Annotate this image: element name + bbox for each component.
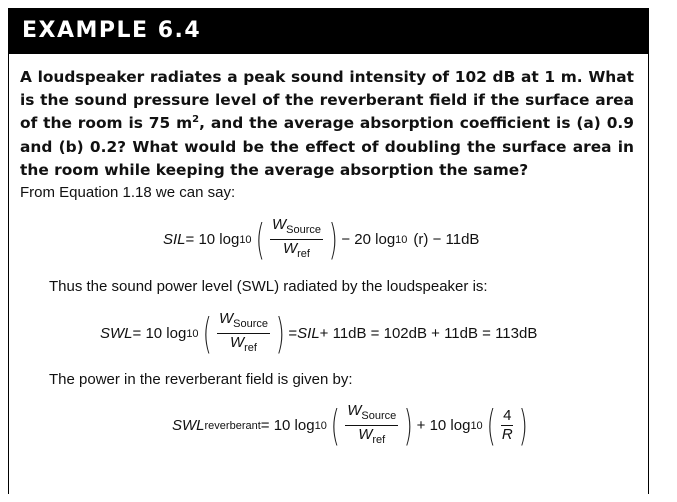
eq1-rest2: (r) − 11dB — [413, 231, 480, 248]
problem-superscript: 2 — [192, 114, 200, 126]
eq1-lhs: SIL — [163, 231, 186, 248]
eq3-num2: 4 — [503, 407, 512, 424]
eq2-eq: = 10 log — [132, 325, 187, 342]
example-header — [8, 8, 649, 54]
swl-intro-text: Thus the sound power level (SWL) radiated by the loudspeaker is: — [49, 278, 488, 295]
eq3-den: W — [358, 426, 373, 443]
eq2-log-sub: 10 — [186, 327, 199, 340]
eq2-rest-a: = — [288, 325, 298, 342]
eq2-rest-b: SIL — [297, 325, 320, 342]
eq3-den2: R — [501, 426, 513, 443]
eq3-log-sub: 10 — [314, 419, 327, 432]
eq2-num: W — [218, 310, 234, 327]
eq3-den-sub: ref — [372, 434, 386, 446]
eq2-den-sub: ref — [244, 342, 257, 354]
eq2-num-sub: Source — [233, 318, 268, 330]
eq2-den: W — [229, 334, 245, 351]
eq3-num: W — [347, 402, 362, 419]
eq1-eq: = 10 log — [185, 231, 240, 248]
eq3-left-paren-2: ( — [486, 400, 496, 450]
problem-statement — [20, 66, 634, 182]
equation-swl — [100, 308, 538, 358]
example-title: EXAMPLE 6.4 — [22, 18, 202, 43]
eq3-right-paren: ) — [403, 400, 413, 450]
eq1-num-sub: Source — [286, 224, 321, 236]
eq3-fraction — [345, 403, 398, 448]
eq3-left-paren: ( — [330, 400, 340, 450]
eq2-right-paren: ) — [275, 308, 285, 358]
eq1-rest1: − 20 log — [341, 231, 396, 248]
eq1-num: W — [271, 216, 287, 233]
eq3-eq: = 10 log — [260, 417, 315, 434]
eq1-log-sub: 10 — [239, 233, 252, 246]
problem-text-2: , and the average absorption coefficient is (a) 0.9 and (b) 0.2? What would be the effect of doubling the surface area in the room while keeping the average absorption the same? — [20, 114, 634, 179]
problem-text-1: A loudspeaker radiates a peak sound intensity of 102 dB at 1 m. What is the sound pressure level of the reverberant field if the surface area of the room is 75 m — [20, 68, 634, 133]
eq1-rest-sub: 10 — [395, 233, 408, 246]
eq1-left-paren: ( — [255, 214, 265, 264]
equation-reverberant — [172, 400, 532, 450]
eq3-right-paren-2: ) — [519, 400, 529, 450]
intro-text: From Equation 1.18 we can say: — [20, 184, 236, 201]
equation-sil — [163, 214, 480, 264]
eq2-lhs: SWL — [100, 325, 133, 342]
eq3-lhs-sub: reverberant — [204, 419, 261, 432]
eq3-fraction-2 — [501, 408, 513, 443]
eq1-den-sub: ref — [297, 248, 310, 260]
eq3-plus: + 10 log — [416, 417, 471, 434]
eq3-num-sub: Source — [361, 410, 397, 422]
eq2-rest-c: + 11dB = 102dB + 11dB = 113dB — [319, 325, 538, 342]
eq2-fraction — [217, 311, 270, 356]
eq1-fraction — [270, 217, 323, 262]
eq3-lhs: SWL — [172, 417, 205, 434]
reverberant-intro-text: The power in the reverberant field is given by: — [49, 371, 353, 388]
eq2-left-paren: ( — [202, 308, 212, 358]
eq3-plus-sub: 10 — [470, 419, 483, 432]
eq1-right-paren: ) — [328, 214, 338, 264]
eq1-den: W — [282, 240, 298, 257]
